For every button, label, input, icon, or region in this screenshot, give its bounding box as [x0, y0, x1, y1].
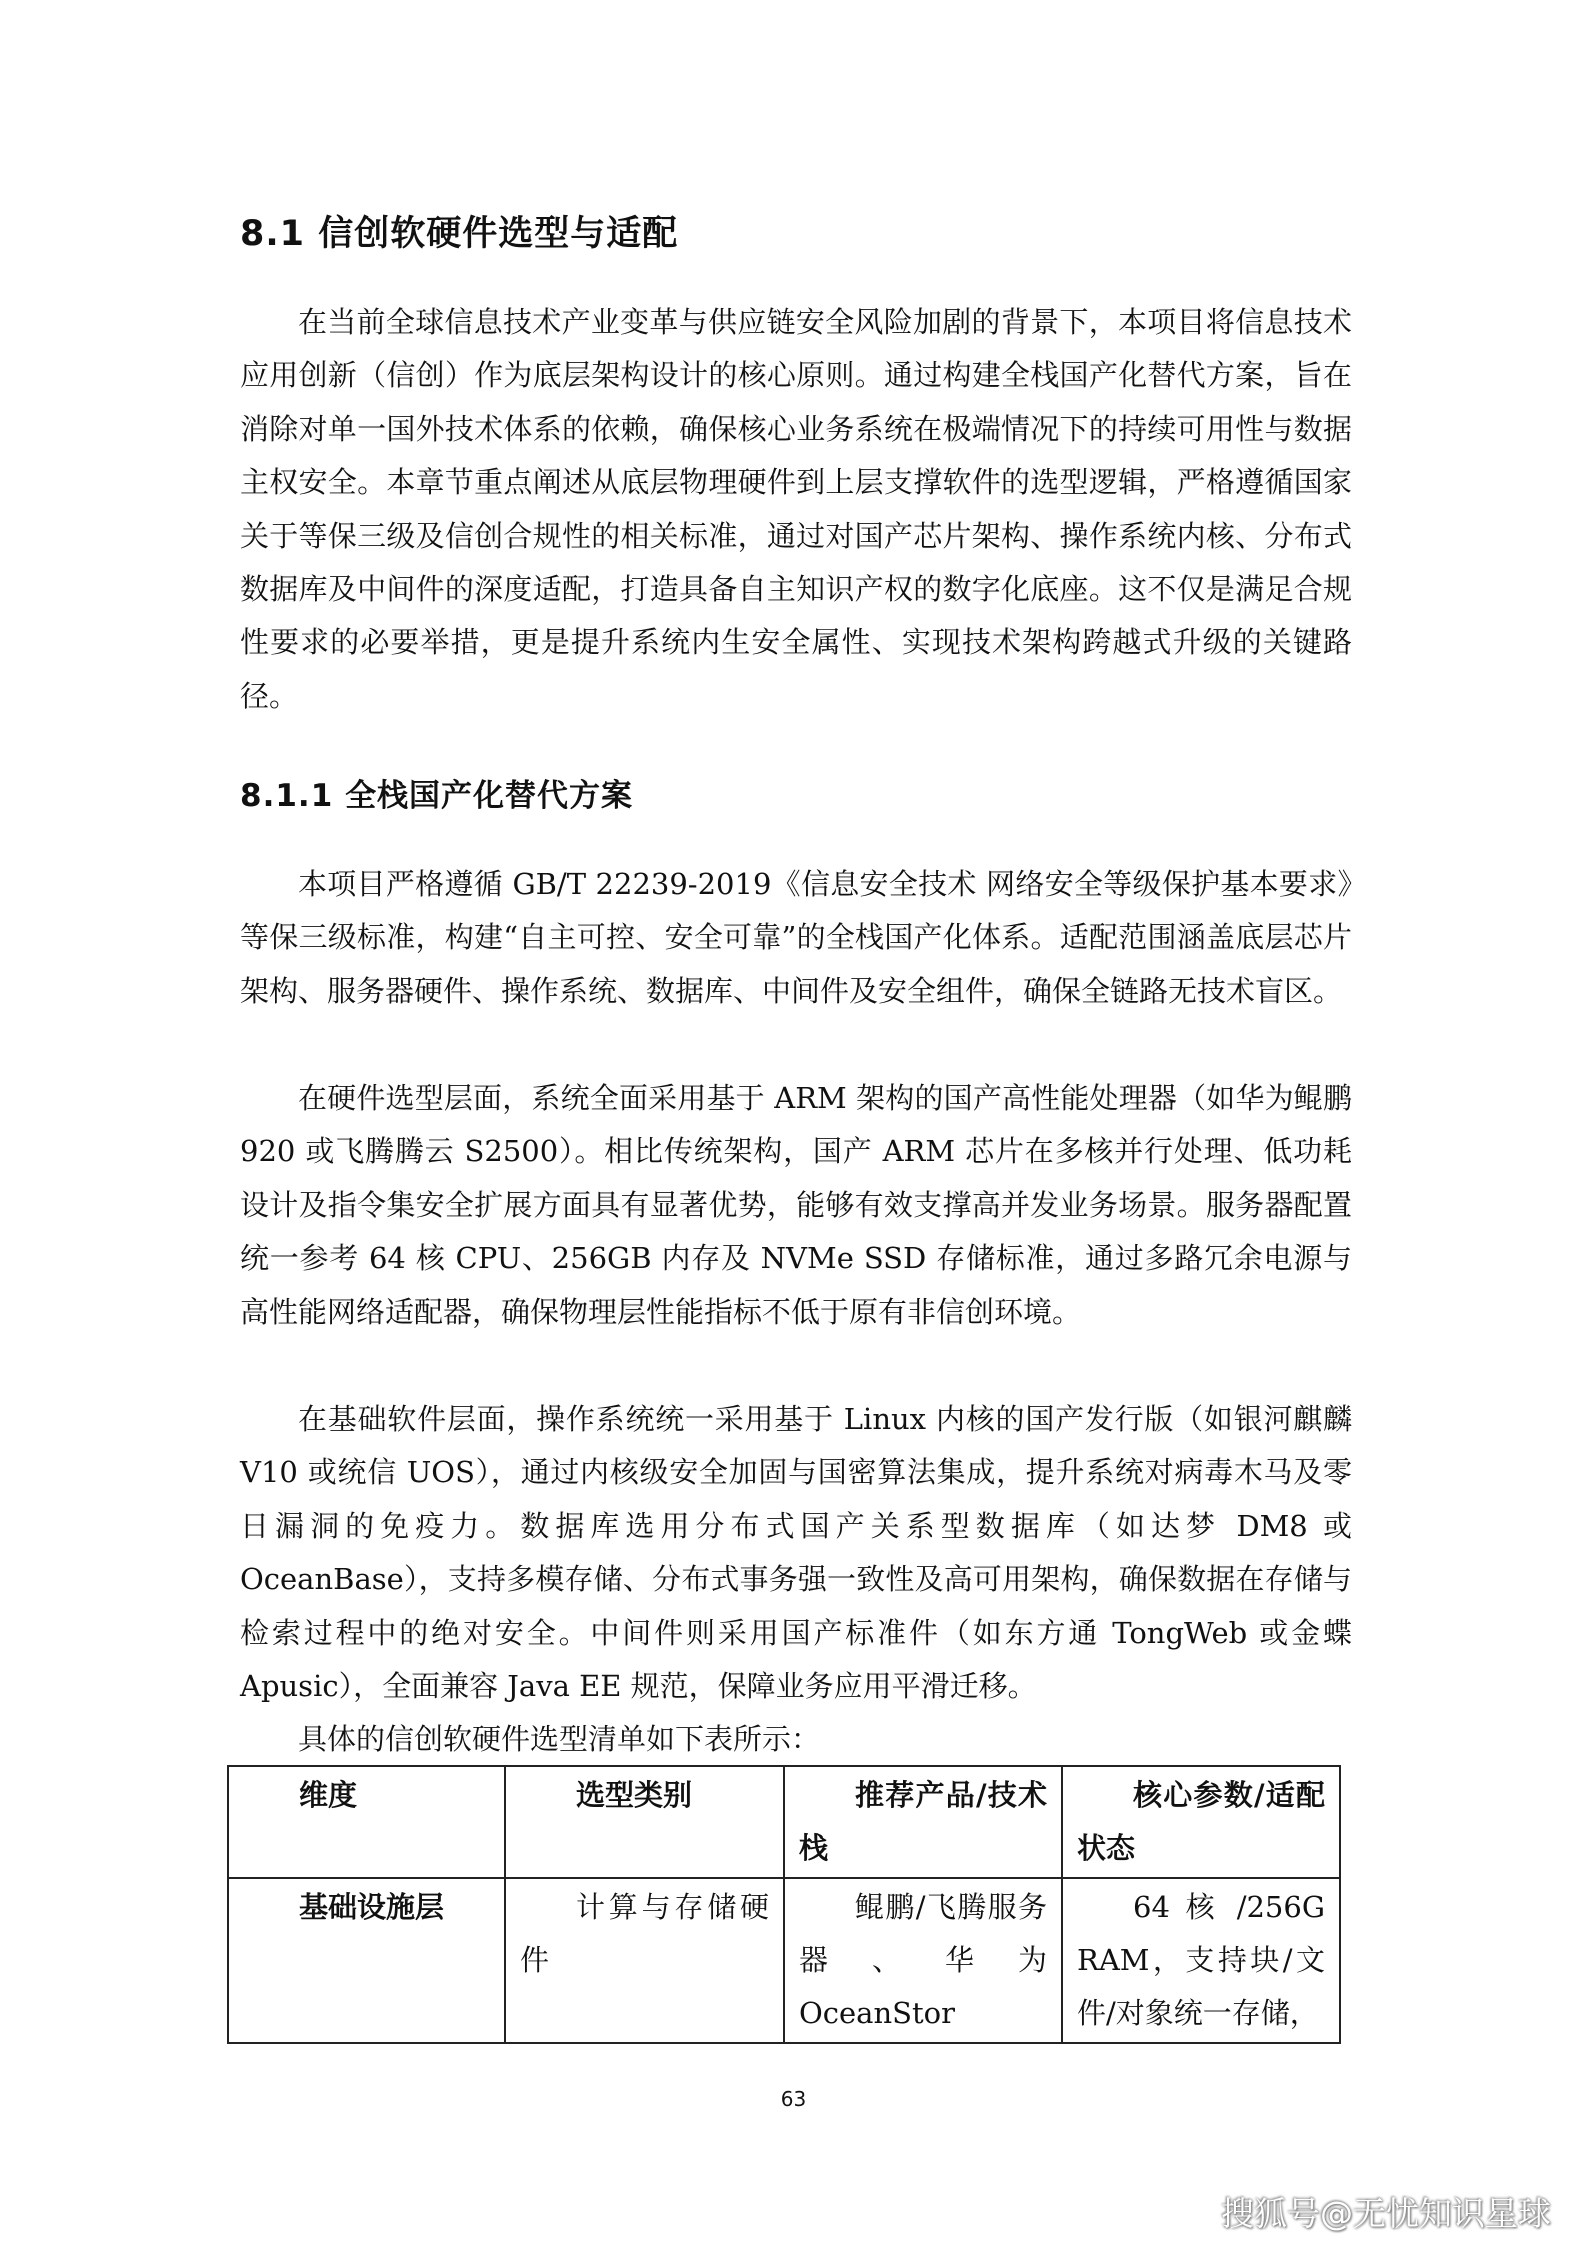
section-heading: [240, 206, 678, 256]
header-cell: 推荐产品/技术栈: [784, 1766, 1062, 1878]
table-cell: 计算与存储硬件: [505, 1878, 784, 2043]
subsection-title: 全栈国产化替代方案: [345, 778, 634, 814]
table-cell: 鲲鹏/飞腾服务器、华为 OceanStor: [784, 1878, 1062, 2043]
paragraph-hardware: 在硬件选型层面，系统全面采用基于 ARM 架构的国产高性能处理器（如华为鲲鹏 920 或飞腾腾云 S2500）。相比传统架构，国产 ARM 芯片在多核并行处理、低功耗设计及指令集安全扩展方面具有显著优势，能够有效支撑高并发业务场景。服务器配置统一参考 64 核 CPU、256GB 内存及 NVMe SSD 存储标准，通过多路冗余电源与高性能网络适配器，确保物理层性能指标不低于原有非信创环境。: [240, 1081, 1352, 1329]
watermark: 搜狐号@无忧知识星球: [1221, 2194, 1551, 2233]
paragraph-software: 在基础软件层面，操作系统统一采用基于 Linux 内核的国产发行版（如银河麒麟 V10 或统信 UOS），通过内核级安全加固与国密算法集成，提升系统对病毒木马及零日漏洞的免疫力。数据库选用分布式国产关系型数据库（如达梦 DM8 或 OceanBase），支持多模存储、分布式事务强一致性及高可用架构，确保数据在存储与检索过程中的绝对安全。中间件则采用国产标准件（如东方通 TongWeb 或金蝶 Apusic），全面兼容 Java EE 规范，保障业务应用平滑迁移。: [240, 1402, 1352, 1704]
header-cell: 维度: [228, 1766, 505, 1878]
header-cell: 选型类别: [505, 1766, 784, 1878]
selection-table: [227, 1765, 1341, 2044]
section-number: 8.1: [240, 214, 306, 254]
subsection-number: 8.1.1: [240, 778, 334, 814]
subsection-heading: [240, 770, 633, 815]
header-cell: 核心参数/适配状态: [1062, 1766, 1340, 1878]
page-number: 63: [780, 2087, 807, 2111]
table-cell: 基础设施层: [228, 1878, 505, 2043]
paragraph-standard: 本项目严格遵循 GB/T 22239-2019《信息安全技术 网络安全等级保护基本要求》等保三级标准，构建“自主可控、安全可靠”的全栈国产化体系。适配范围涵盖底层芯片架构、服务器硬件、操作系统、数据库、中间件及安全组件，确保全链路无技术盲区。: [240, 867, 1352, 1008]
paragraph-table-intro: 具体的信创软硬件选型清单如下表所示：: [298, 1722, 821, 1756]
intro-paragraph: 在当前全球信息技术产业变革与供应链安全风险加剧的背景下，本项目将信息技术应用创新（信创）作为底层架构设计的核心原则。通过构建全栈国产化替代方案，旨在消除对单一国外技术体系的依赖，确保核心业务系统在极端情况下的持续可用性与数据主权安全。本章节重点阐述从底层物理硬件到上层支撑软件的选型逻辑，严格遵循国家关于等保三级及信创合规性的相关标准，通过对国产芯片架构、操作系统内核、分布式数据库及中间件的深度适配，打造具备自主知识产权的数字化底座。这不仅是满足合规性要求的必要举措，更是提升系统内生安全属性、实现技术架构跨越式升级的关键路径。: [240, 305, 1352, 713]
section-title: 信创软硬件选型与适配: [318, 214, 679, 254]
table-header-row: [228, 1766, 1340, 1878]
table-cell: 64 核 /256G RAM，支持块/文件/对象统一存储，: [1062, 1878, 1340, 2043]
table-row: [228, 1878, 1340, 2043]
